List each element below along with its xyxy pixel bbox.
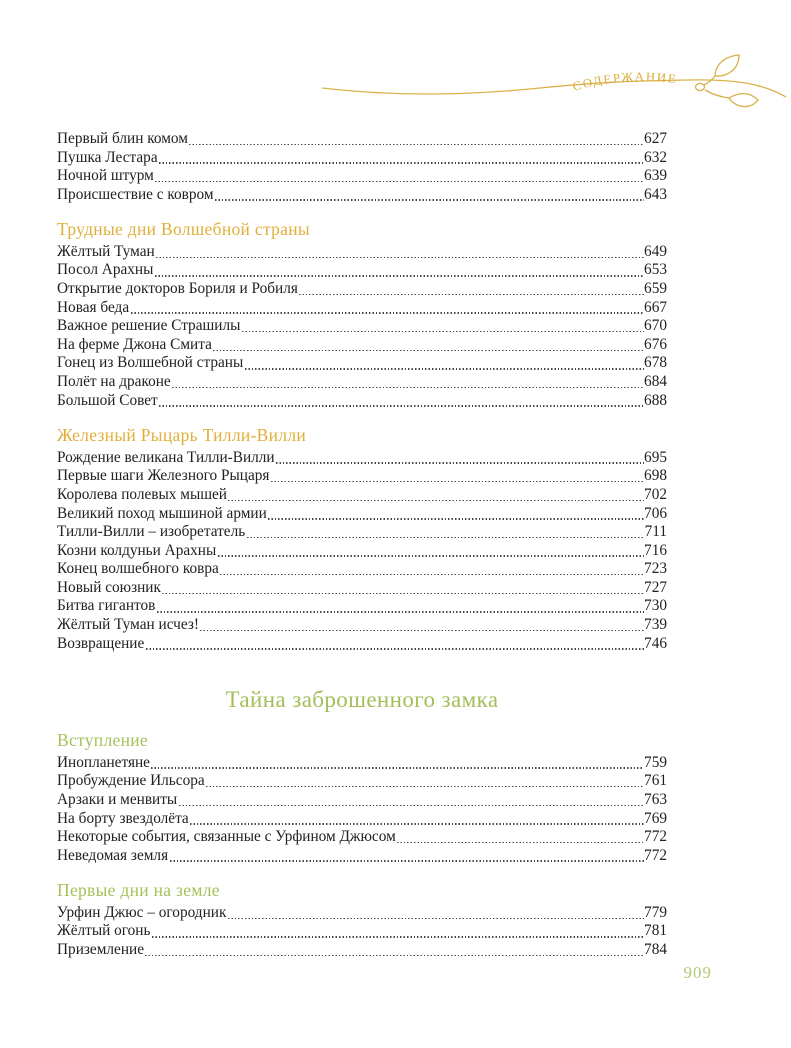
toc-entry-page: 761 bbox=[644, 772, 667, 790]
book-title: Тайна заброшенного замка bbox=[225, 687, 499, 713]
dot-leader bbox=[155, 181, 644, 182]
toc-entry-title: Великий поход мышиной армии bbox=[57, 504, 267, 522]
toc-entry-title: Некоторые события, связанные с Урфином Джюсом bbox=[57, 828, 396, 846]
dot-leader bbox=[131, 312, 644, 313]
section-heading: Первые дни на земле bbox=[57, 880, 220, 901]
toc-entry bbox=[57, 904, 667, 923]
toc-entry bbox=[57, 186, 667, 205]
toc-entry bbox=[57, 299, 667, 318]
toc-entry-page: 676 bbox=[644, 335, 667, 353]
dot-leader bbox=[172, 387, 644, 388]
toc-entry bbox=[57, 616, 667, 635]
dot-leader bbox=[268, 518, 644, 519]
section-heading: Железный Рыцарь Тилли-Вилли bbox=[57, 425, 307, 446]
toc-entry bbox=[57, 354, 667, 373]
toc-entry bbox=[57, 754, 667, 773]
toc-entry-title: Посол Арахны bbox=[57, 261, 154, 279]
toc-entry-title: Козни колдуньи Арахны bbox=[57, 541, 217, 559]
toc-entry-page: 739 bbox=[644, 616, 667, 634]
toc-entry-page: 784 bbox=[644, 941, 667, 958]
toc-entry bbox=[57, 791, 667, 810]
toc-entry-page: 684 bbox=[644, 373, 667, 391]
toc-entry-page: 643 bbox=[644, 185, 667, 203]
dot-leader bbox=[220, 574, 644, 575]
toc-entry-page: 632 bbox=[644, 148, 667, 166]
dot-leader bbox=[146, 648, 644, 649]
toc-entry-page: 695 bbox=[644, 448, 667, 466]
toc-entry bbox=[57, 810, 667, 829]
toc-entry bbox=[57, 597, 667, 616]
dot-leader bbox=[189, 144, 644, 145]
dot-leader bbox=[200, 630, 644, 631]
toc-entry bbox=[57, 828, 667, 847]
toc-entry bbox=[57, 523, 667, 542]
toc-entry-title: Большой Совет bbox=[57, 391, 158, 409]
toc-entry-title: Открытие докторов Бориля и Робиля bbox=[57, 280, 298, 298]
toc-entry-title: Конец волшебного ковра bbox=[57, 560, 219, 578]
dot-leader bbox=[299, 294, 644, 295]
dot-leader bbox=[151, 767, 644, 768]
toc-entry-page: 639 bbox=[644, 167, 667, 185]
toc-entry bbox=[57, 149, 667, 168]
toc-entry bbox=[57, 560, 667, 579]
toc-entry bbox=[57, 941, 667, 960]
toc-list bbox=[57, 130, 667, 960]
toc-entry bbox=[57, 392, 667, 411]
dot-leader bbox=[228, 918, 644, 919]
toc-entry-page: 706 bbox=[644, 504, 667, 522]
toc-entry-page: 763 bbox=[644, 790, 667, 808]
toc-entry-title: Пробуждение Ильсора bbox=[57, 772, 205, 790]
dot-leader bbox=[271, 481, 644, 482]
toc-entry-page: 659 bbox=[644, 280, 667, 298]
toc-entry bbox=[57, 486, 667, 505]
dot-leader bbox=[159, 405, 644, 406]
toc-entry-title: Ночной штурм bbox=[57, 167, 154, 185]
dot-leader bbox=[247, 537, 645, 538]
section-heading: Трудные дни Волшебной страны bbox=[57, 219, 310, 240]
toc-entry bbox=[57, 847, 667, 866]
toc-entry-page: 779 bbox=[644, 903, 667, 921]
dot-leader bbox=[218, 555, 644, 556]
dot-leader bbox=[228, 500, 644, 501]
toc-entry-title: Неведомая земля bbox=[57, 846, 169, 864]
contents-label-text bbox=[571, 70, 678, 94]
toc-entry bbox=[57, 243, 667, 262]
dot-leader bbox=[157, 611, 644, 612]
contents-label: СОДЕРЖАНИЕ bbox=[571, 69, 679, 94]
toc-entry-page: 627 bbox=[644, 130, 667, 147]
dot-leader bbox=[162, 593, 644, 594]
dot-leader bbox=[145, 955, 644, 956]
toc-entry-title: Важное решение Страшилы bbox=[57, 317, 241, 335]
toc-entry-page: 702 bbox=[644, 485, 667, 503]
dot-leader bbox=[190, 823, 644, 824]
toc-entry-title: Возвращение bbox=[57, 634, 145, 652]
toc-entry-page: 716 bbox=[644, 541, 667, 559]
toc-entry-page: 772 bbox=[644, 846, 667, 864]
toc-entry bbox=[57, 280, 667, 299]
toc-entry-title: Полёт на драконе bbox=[57, 373, 171, 391]
dot-leader bbox=[215, 199, 644, 200]
header-rule-line bbox=[322, 80, 786, 97]
toc-entry-title: Урфин Джюс – огородник bbox=[57, 903, 227, 921]
toc-entry-title: Битва гигантов bbox=[57, 597, 156, 615]
toc-entry-title: Новый союзник bbox=[57, 578, 161, 596]
toc-entry-page: 772 bbox=[644, 828, 667, 846]
dot-leader bbox=[242, 331, 644, 332]
toc-entry-page: 746 bbox=[644, 634, 667, 652]
toc-entry-title: Первый блин комом bbox=[57, 130, 188, 147]
toc-entry-page: 781 bbox=[644, 922, 667, 940]
toc-entry-title: Жёлтый Туман исчез! bbox=[57, 616, 199, 634]
toc-entry bbox=[57, 772, 667, 791]
toc-entry bbox=[57, 317, 667, 336]
toc-entry bbox=[57, 635, 667, 654]
dot-leader bbox=[170, 860, 644, 861]
dot-leader bbox=[159, 162, 644, 163]
toc-entry-title: Гонец из Волшебной страны bbox=[57, 354, 244, 372]
toc-entry-page: 653 bbox=[644, 261, 667, 279]
toc-entry bbox=[57, 542, 667, 561]
toc-entry-page: 667 bbox=[644, 298, 667, 316]
dot-leader bbox=[156, 257, 644, 258]
toc-entry-page: 688 bbox=[644, 391, 667, 409]
contents-header bbox=[0, 0, 791, 130]
toc-entry bbox=[57, 336, 667, 355]
toc-entry-title: Первые шаги Железного Рыцаря bbox=[57, 467, 270, 485]
dot-leader bbox=[206, 786, 644, 787]
toc-entry bbox=[57, 505, 667, 524]
toc-entry-title: Инопланетяне bbox=[57, 753, 150, 771]
toc-entry bbox=[57, 167, 667, 186]
dot-leader bbox=[276, 462, 644, 463]
toc-entry-page: 759 bbox=[644, 753, 667, 771]
toc-entry-page: 727 bbox=[644, 578, 667, 596]
dot-leader bbox=[213, 350, 644, 351]
toc-entry-title: Приземление bbox=[57, 941, 144, 958]
toc-entry-title: Жёлтый огонь bbox=[57, 922, 151, 940]
toc-entry-title: Пушка Лестара bbox=[57, 148, 158, 166]
toc-entry-page: 670 bbox=[644, 317, 667, 335]
dot-leader bbox=[155, 275, 644, 276]
toc-entry-page: 649 bbox=[644, 242, 667, 260]
toc-entry bbox=[57, 130, 667, 149]
toc-entry-title: Жёлтый Туман bbox=[57, 242, 155, 260]
dot-leader bbox=[245, 368, 644, 369]
toc-entry-title: На ферме Джона Смита bbox=[57, 335, 212, 353]
toc-entry-page: 730 bbox=[644, 597, 667, 615]
toc-entry-page: 711 bbox=[644, 523, 667, 541]
toc-entry-title: На борту звездолёта bbox=[57, 809, 189, 827]
toc-entry-page: 678 bbox=[644, 354, 667, 372]
toc-entry bbox=[57, 373, 667, 392]
toc-entry-title: Королева полевых мышей bbox=[57, 485, 227, 503]
toc-entry bbox=[57, 261, 667, 280]
toc-entry-page: 723 bbox=[644, 560, 667, 578]
toc-entry-page: 769 bbox=[644, 809, 667, 827]
dot-leader bbox=[179, 805, 644, 806]
dot-leader bbox=[397, 842, 644, 843]
folio-page-number: 909 bbox=[683, 963, 712, 982]
toc-entry-title: Рождение великана Тилли-Вилли bbox=[57, 448, 275, 466]
section-heading: Вступление bbox=[57, 730, 148, 751]
toc-entry bbox=[57, 579, 667, 598]
toc-entry-title: Новая беда bbox=[57, 298, 130, 316]
dot-leader bbox=[152, 936, 644, 937]
toc-entry bbox=[57, 467, 667, 486]
toc-entry-title: Происшествие с ковром bbox=[57, 185, 214, 203]
toc-entry bbox=[57, 922, 667, 941]
toc-entry-title: Тилли-Вилли – изобретатель bbox=[57, 523, 246, 541]
toc-entry bbox=[57, 449, 667, 468]
toc-entry-title: Арзаки и менвиты bbox=[57, 790, 178, 808]
toc-entry-page: 698 bbox=[644, 467, 667, 485]
